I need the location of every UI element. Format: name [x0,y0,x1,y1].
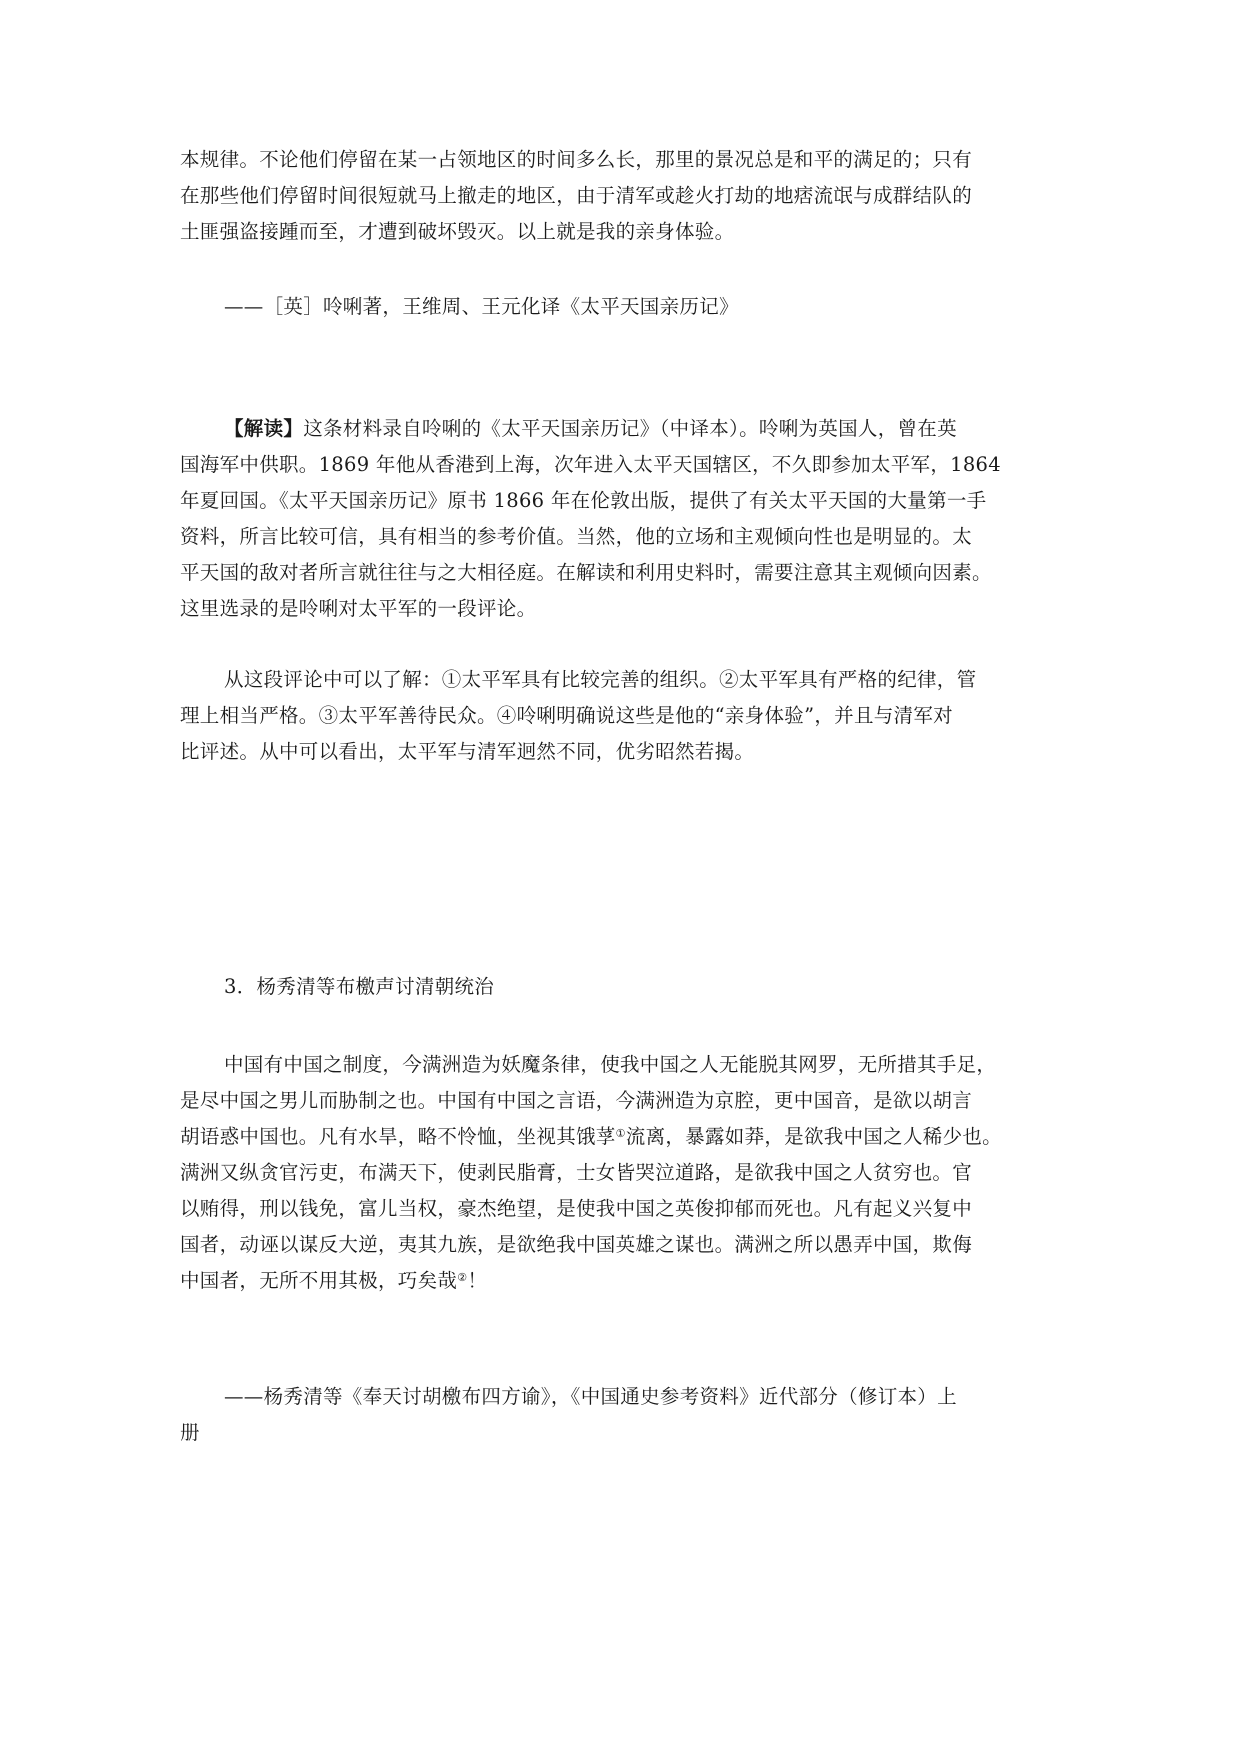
interpretation-line: 平天国的敌对者所言就往往与之大相径庭。在解读和利用史料时，需要注意其主观倾向因素。 [180,561,992,584]
interpretation-line: 这里选录的是呤唎对太平军的一段评论。 [180,597,537,620]
analysis-line: 比评述。从中可以看出，太平军与清军迥然不同，优劣昭然若揭。 [180,740,755,763]
interpretation-line: 年夏回国。《太平天国亲历记》原书 1866 年在伦敦出版，提供了有关太平天国的大量第一手 [180,489,987,512]
section-title: 3．杨秀清等布檄声讨清朝统治 [224,975,495,998]
analysis-paragraph [180,662,1065,770]
source-citation: ——［英］呤唎著，王维周、王元化译《太平天国亲历记》 [224,295,739,318]
footnote-marker: ② [457,1271,468,1284]
passage-line: 在那些他们停留时间很短就马上撤走的地区，由于清军或趁火打劫的地痞流氓与成群结队的 [180,184,973,207]
quote-line: 流离，暴露如莽，是欲我中国之人稀少也。 [625,1125,1002,1148]
interpretation-label: 【解读】 [224,417,304,440]
quote-line: 胡语惑中国也。凡有水旱，略不怜恤，坐视其饿莩 [180,1125,616,1148]
analysis-line: 理上相当严格。③太平军善待民众。④呤唎明确说这些是他的“亲身体验”，并且与清军对 [180,704,953,727]
proclamation-quote [180,1047,1065,1299]
quote-line: 中国有中国之制度，今满洲造为妖魔条律，使我中国之人无能脱其网罗，无所措其手足， [224,1053,997,1076]
quote-line: 国者，动诬以谋反大逆，夷其九族，是欲绝我中国英雄之谋也。满洲之所以愚弄中国，欺侮 [180,1233,973,1256]
interpretation-line: 资料，所言比较可信，具有相当的参考价值。当然，他的立场和主观倾向性也是明显的。太 [180,525,973,548]
quote-line: 以贿得，刑以钱免，富儿当权，豪杰绝望，是使我中国之英俊抑郁而死也。凡有起义兴复中 [180,1197,973,1220]
proclamation-source [180,1379,1065,1451]
quote-line: ！ [467,1269,488,1292]
passage-source [180,289,1065,325]
quote-line: 满洲又纵贪官污吏，布满天下，使剥民脂膏，士女皆哭泣道路，是欲我中国之人贫穷也。官 [180,1161,973,1184]
passage-quote [180,142,1065,250]
interpretation-line: 国海军中供职。1869 年他从香港到上海，次年进入太平天国辖区，不久即参加太平军，1864 [180,453,1001,476]
interpretation-line: 这条材料录自呤唎的《太平天国亲历记》（中译本）。呤唎为英国人，曾在英 [303,417,957,440]
source-citation: 册 [180,1421,200,1444]
interpretation-paragraph [180,411,1065,627]
quote-line: 中国者，无所不用其极，巧矣哉 [180,1269,458,1292]
passage-line: 本规律。不论他们停留在某一占领地区的时间多么长，那里的景况总是和平的满足的；只有 [180,148,973,171]
footnote-marker: ① [615,1127,626,1140]
quote-line: 是尽中国之男儿而胁制之也。中国有中国之言语，今满洲造为京腔，更中国音，是欲以胡言 [180,1089,973,1112]
analysis-line: 从这段评论中可以了解：①太平军具有比较完善的组织。②太平军具有严格的纪律，管 [224,668,977,691]
source-citation: ——杨秀清等《奉天讨胡檄布四方谕》，《中国通史参考资料》近代部分（修订本）上 [224,1385,957,1408]
section-heading [180,969,1065,1005]
passage-line: 土匪强盗接踵而至，才遭到破坏毁灭。以上就是我的亲身体验。 [180,220,735,243]
